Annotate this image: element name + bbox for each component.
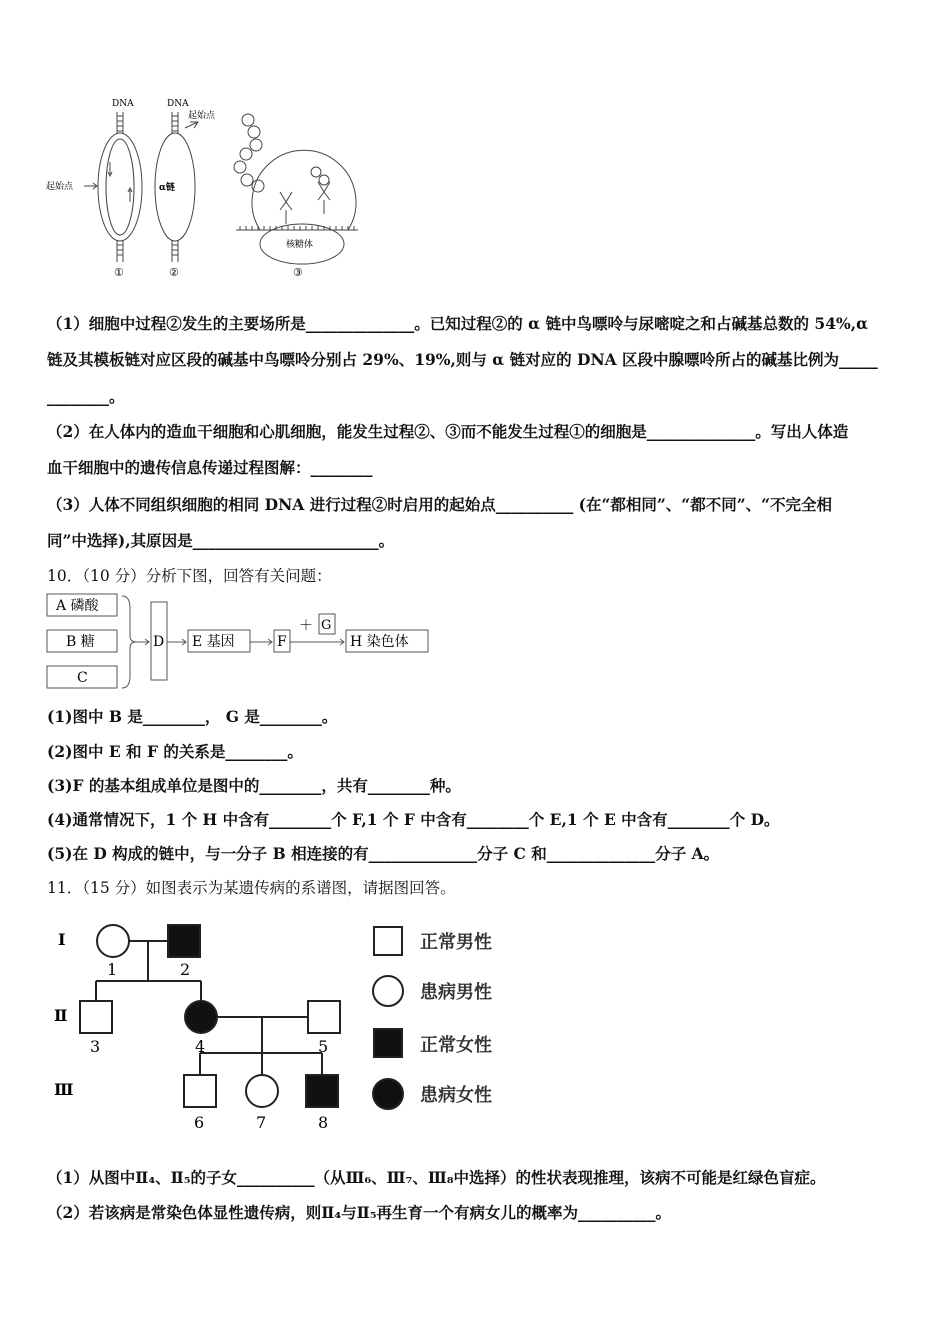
label-7: 7 <box>256 1113 267 1132</box>
dna-process-figure <box>40 92 360 282</box>
q9-part1-line3: ________。 <box>47 387 125 406</box>
legend-normal-female-symbol <box>374 1029 402 1057</box>
q11-sub1: （1）从图中Ⅱ₄、Ⅱ₅的子女__________（从Ⅲ₆、Ⅲ₇、Ⅲ₈中选择）的性状表现推理，该病不可能是红绿色盲症。 <box>47 1168 826 1187</box>
q9-part2-line2: 血干细胞中的遗传信息传递过程图解：________ <box>47 458 373 477</box>
legend-normal-female: 正常女性 <box>420 1035 492 1056</box>
person-1 <box>97 925 129 957</box>
dna-ladder-1 <box>98 112 142 262</box>
box-d-label: D <box>153 634 165 650</box>
gen-label-3: Ⅲ <box>54 1080 74 1099</box>
label-6: 6 <box>194 1113 205 1132</box>
box-h-label: H 染色体 <box>350 634 409 650</box>
legend-normal-male: 正常男性 <box>420 932 492 953</box>
legend-normal-male-symbol <box>374 927 402 955</box>
q9-part3-line1: （3）人体不同组织细胞的相同 DNA 进行过程②时启用的起始点__________ (在“都相同”、“都不同”、“不完全相 <box>47 495 833 514</box>
ribosome-label: 核糖体 <box>286 240 314 250</box>
origin-arrow-icon <box>84 183 97 189</box>
person-3 <box>80 1001 112 1033</box>
person-2 <box>168 925 200 957</box>
box-e-label: E 基因 <box>192 634 235 650</box>
person-7 <box>246 1075 278 1107</box>
label-5: 5 <box>318 1037 329 1056</box>
figure-num-1: ① <box>114 266 124 279</box>
q9-part1-line2: 链及其模板链对应区段的碱基中鸟嘌呤分别占 29%、19%,则与 α 链对应的 DNA 区段中腺嘌呤所占的碱基比例为_____ <box>47 350 878 369</box>
label-2: 2 <box>180 960 191 979</box>
q10-sub3: (3)F 的基本组成单位是图中的________，共有________种。 <box>47 776 461 795</box>
box-c-label: C <box>77 670 88 686</box>
q9-part3-line2: 同”中选择),其原因是________________________。 <box>47 531 395 550</box>
legend-affected-female-symbol <box>373 1079 403 1109</box>
origin-label-top: 起始点 <box>188 111 216 121</box>
figure-num-2: ② <box>169 266 179 279</box>
q10-sub4: (4)通常情况下，1 个 H 中含有________个 F,1 个 F 中含有________个 E,1 个 E 中含有________个 D。 <box>47 810 780 829</box>
q9-part2-line1: （2）在人体内的造血干细胞和心肌细胞，能发生过程②、③而不能发生过程①的细胞是______________。写出人体造 <box>47 422 849 441</box>
q9-part1-line1: （1）细胞中过程②发生的主要场所是______________。已知过程②的 α 链中鸟嘌呤与尿嘧啶之和占碱基总数的 54%,α <box>47 314 869 333</box>
gen-label-1: I <box>58 930 66 949</box>
q10-title: 10．（10 分）分析下图，回答有关问题： <box>47 567 332 585</box>
q10-sub2: (2)图中 E 和 F 的关系是________。 <box>47 742 303 761</box>
legend-affected-female: 患病女性 <box>420 1085 492 1106</box>
dna-label-2: DNA <box>167 99 189 109</box>
gene-flow-diagram <box>44 592 444 694</box>
origin-label-left: 起始点 <box>46 182 74 192</box>
q10-sub1: (1)图中 B 是________， G 是________。 <box>47 707 338 726</box>
person-6 <box>184 1075 216 1107</box>
q11-title: 11．（15 分）如图表示为某遗传病的系谱图，请据图回答。 <box>47 879 456 897</box>
pedigree-chart <box>44 915 524 1140</box>
box-g-label: G <box>321 618 332 633</box>
person-4 <box>185 1001 217 1033</box>
box-f-label: F <box>277 634 287 650</box>
box-b-label: B 糖 <box>66 634 95 650</box>
gen-label-2: Ⅱ <box>54 1006 68 1025</box>
q11-sub2: （2）若该病是常染色体显性遗传病，则Ⅱ₄与Ⅱ₅再生育一个有病女儿的概率为__________。 <box>47 1203 671 1222</box>
legend-affected-male: 患病男性 <box>420 982 492 1003</box>
person-5 <box>308 1001 340 1033</box>
label-1: 1 <box>107 960 118 979</box>
q10-sub5: (5)在 D 构成的链中，与一分子 B 相连接的有______________分子 C 和______________分子 A。 <box>47 844 720 863</box>
label-8: 8 <box>318 1113 329 1132</box>
person-8 <box>306 1075 338 1107</box>
label-3: 3 <box>90 1037 101 1056</box>
label-4: 4 <box>195 1037 206 1056</box>
figure-num-3: ③ <box>293 266 303 279</box>
box-a-label: A 磷酸 <box>56 598 99 614</box>
legend-affected-male-symbol <box>373 976 403 1006</box>
dna-label-1: DNA <box>112 99 134 109</box>
alpha-chain-label: α链 <box>159 183 175 193</box>
plus-sign: ＋ <box>299 618 313 634</box>
